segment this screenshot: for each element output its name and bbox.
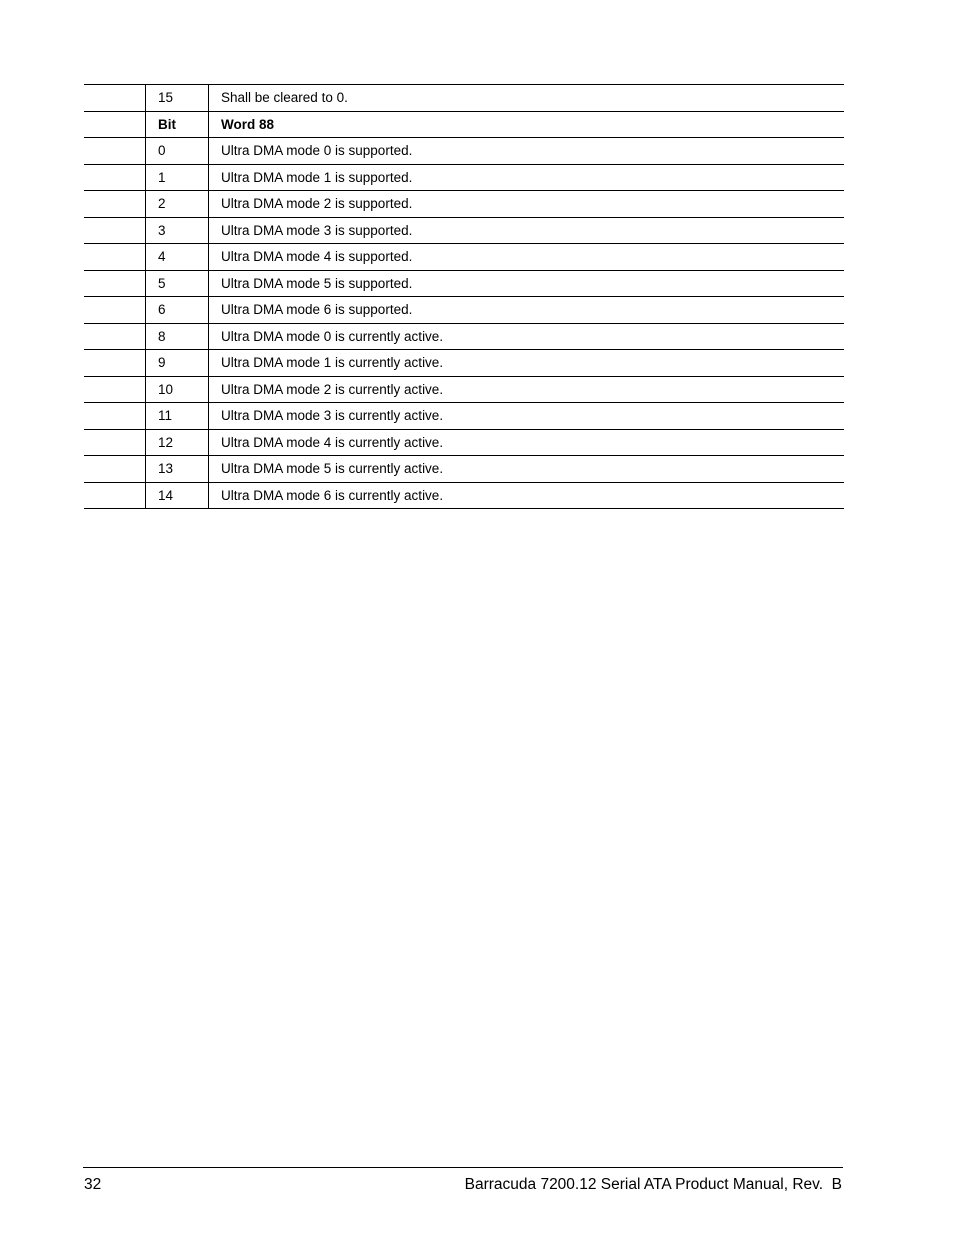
indent-cell: [84, 456, 146, 483]
table-row: [84, 244, 844, 271]
indent-cell: [84, 350, 146, 377]
bit-cell: 15: [146, 85, 209, 112]
indent-cell: [84, 138, 146, 165]
indent-cell: [84, 85, 146, 112]
table-row: [84, 376, 844, 403]
table-row: [84, 350, 844, 377]
table-row: [84, 297, 844, 324]
table-row: [84, 403, 844, 430]
table-row: [84, 191, 844, 218]
indent-cell: [84, 482, 146, 509]
bit-cell: 0: [146, 138, 209, 165]
description-cell: Ultra DMA mode 5 is supported.: [209, 270, 845, 297]
indent-cell: [84, 270, 146, 297]
bit-cell: 1: [146, 164, 209, 191]
description-cell: Ultra DMA mode 4 is supported.: [209, 244, 845, 271]
table-row: [84, 217, 844, 244]
description-cell: Ultra DMA mode 6 is currently active.: [209, 482, 845, 509]
bit-cell: 6: [146, 297, 209, 324]
indent-cell: [84, 191, 146, 218]
description-cell: Ultra DMA mode 5 is currently active.: [209, 456, 845, 483]
bit-column-header: Bit: [146, 111, 209, 138]
description-cell: Shall be cleared to 0.: [209, 85, 845, 112]
footer-divider: [83, 1167, 843, 1168]
document-title: Barracuda 7200.12 Serial ATA Product Manual, Rev. B: [464, 1176, 842, 1193]
bit-cell: 2: [146, 191, 209, 218]
table-header-row: [84, 111, 844, 138]
description-cell: Ultra DMA mode 2 is currently active.: [209, 376, 845, 403]
indent-cell: [84, 323, 146, 350]
description-cell: Ultra DMA mode 0 is supported.: [209, 138, 845, 165]
indent-cell: [84, 429, 146, 456]
table-row: [84, 429, 844, 456]
bit-table-body: [84, 85, 844, 509]
bit-cell: 5: [146, 270, 209, 297]
description-cell: Ultra DMA mode 1 is currently active.: [209, 350, 845, 377]
indent-cell: [84, 244, 146, 271]
table-row: [84, 456, 844, 483]
indent-cell: [84, 111, 146, 138]
bit-cell: 10: [146, 376, 209, 403]
indent-cell: [84, 403, 146, 430]
bit-cell: 12: [146, 429, 209, 456]
description-cell: Ultra DMA mode 2 is supported.: [209, 191, 845, 218]
indent-cell: [84, 164, 146, 191]
bit-cell: 4: [146, 244, 209, 271]
bit-cell: 14: [146, 482, 209, 509]
table-row: [84, 270, 844, 297]
bit-cell: 9: [146, 350, 209, 377]
description-cell: Ultra DMA mode 1 is supported.: [209, 164, 845, 191]
table-row: [84, 164, 844, 191]
indent-cell: [84, 217, 146, 244]
indent-cell: [84, 376, 146, 403]
description-cell: Ultra DMA mode 0 is currently active.: [209, 323, 845, 350]
description-cell: Ultra DMA mode 3 is supported.: [209, 217, 845, 244]
bit-cell: 8: [146, 323, 209, 350]
bit-cell: 3: [146, 217, 209, 244]
table-row: [84, 323, 844, 350]
table-row: [84, 138, 844, 165]
page-number: 32: [84, 1176, 102, 1193]
description-cell: Ultra DMA mode 3 is currently active.: [209, 403, 845, 430]
word-88-bit-table: [84, 84, 844, 509]
description-cell: Ultra DMA mode 4 is currently active.: [209, 429, 845, 456]
table-row: [84, 482, 844, 509]
bit-cell: 13: [146, 456, 209, 483]
table-row: [84, 85, 844, 112]
indent-cell: [84, 297, 146, 324]
bit-cell: 11: [146, 403, 209, 430]
word-column-header: Word 88: [209, 111, 845, 138]
description-cell: Ultra DMA mode 6 is supported.: [209, 297, 845, 324]
